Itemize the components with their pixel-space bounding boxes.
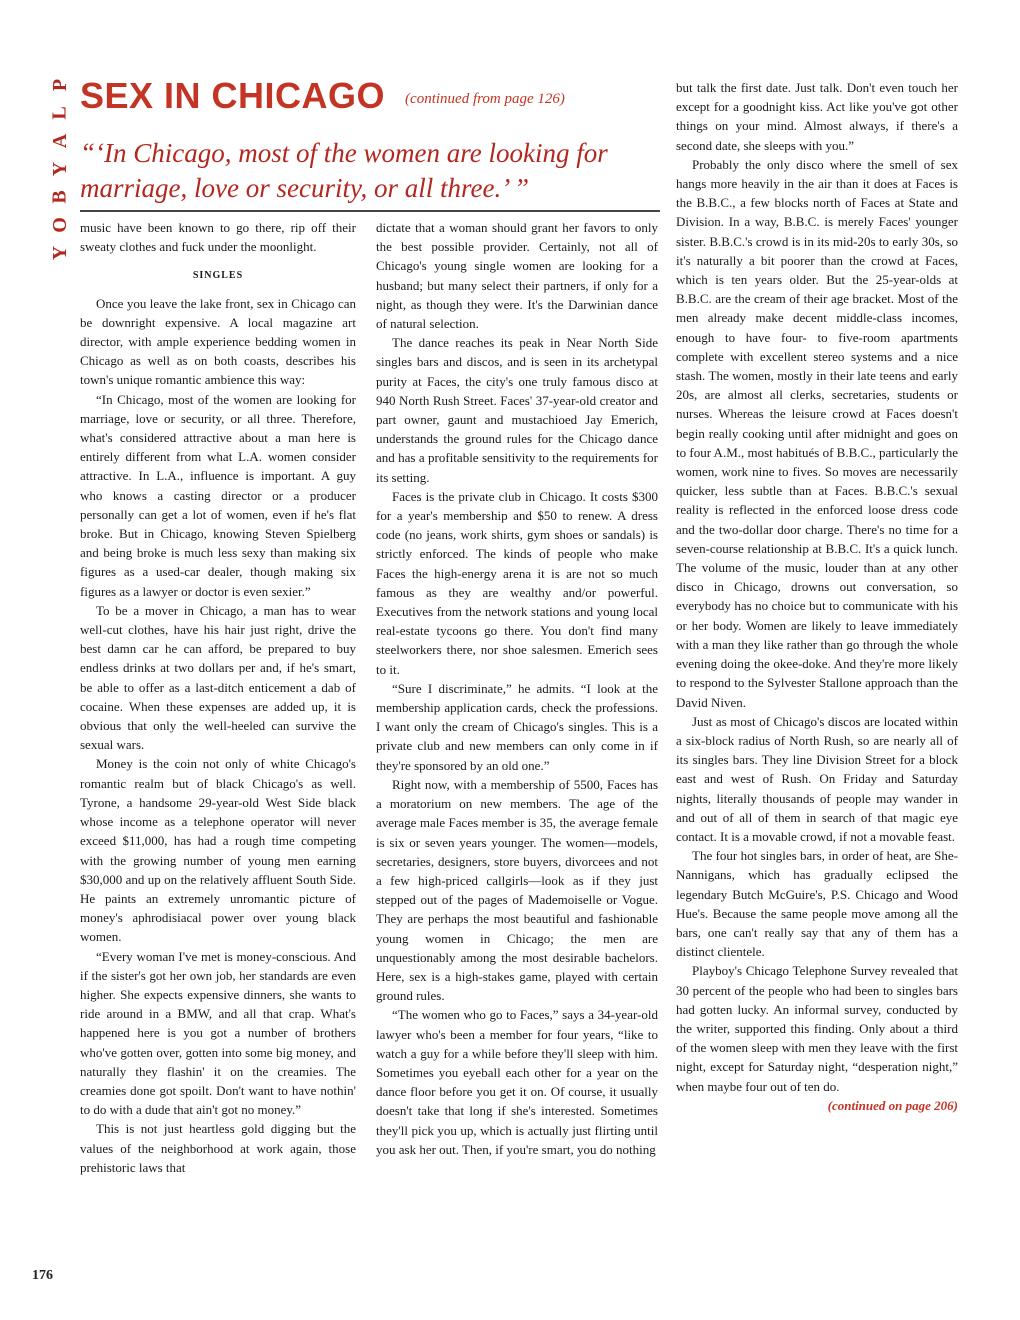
page-number: 176 [32, 1268, 53, 1283]
paragraph: Probably the only disco where the smell of sex hangs more heavily in the air than it does at Faces is the B.B.C., a few blocks north of Faces at State and Division. In a way, B.B.C. is merely Faces' younger sister. B.B.C.'s crowd is in its mid-20s to early 30s, so it's naturally a bit poorer than the crowd at Faces, which is ten years older. But the 25-year-olds at B.B.C. are the cream of their age bracket. Most of the men already make decent middle-class incomes, enough to have four- to five-room apartments complete with excellent stereo systems and a nice stash. The women, mostly in their late teens and early 20s, are almost all clerks, secretaries, students or nurses. Whereas the leisure crowd at Faces doesn't begin really cooking until after midnight and goes on to four A.M., most habitués of B.B.C., particularly the women, work nine to fives. So moves are necessarily quicker, less subtle than at Faces. B.B.C.'s sexual reality is reflected in the enforced loose dress code and the two-dollar door charge. There's no time for a seven-course relationship at B.B.C. It's a quick lunch. The volume of the music, louder than at any other disco in Chicago, drowns out conversation, so everybody has no choice but to communicate with his or her body. Women are likely to leave immediately with a man they like rather than go through the whole evening doing the okee-doke. And they're more likely to respond to the Sylvester Stallone approach than the David Niven. [676, 156, 958, 710]
paragraph: Playboy's Chicago Telephone Survey revealed that 30 percent of the people who had been to singles bars had gotten lucky. An informal survey, conducted by the writer, supported this finding. Only about a third of the women sleep with men they leave with the first night, except for Saturday night, “desperation night,” when maybe four out of ten do. [676, 963, 958, 1094]
brand-letter: P [49, 76, 71, 92]
paragraph: music have been known to go there, rip off their sweaty clothes and fuck under the moonlight. [80, 220, 356, 255]
paragraph: Once you leave the lake front, sex in Chicago can be downright expensive. A local magazine art director, with ample experience bedding women in Chicago as well as on both coasts, describes his town's unique romantic ambience this way: [80, 295, 356, 388]
paragraph: Right now, with a membership of 5500, Faces has a moratorium on new members. The age of the average male Faces member is 35, the average female is six or seven years younger. The women—models, secretaries, designers, store buyers, divorcees and not a few high-priced callgirls—look as if they just stepped out of the pages of Mademoiselle or Vogue. They are perhaps the most beautiful and fashionable young women in Chicago; the men are unquestionably among the most desirable bachelors. Here, sex is a high-stakes game, played with certain ground rules. [376, 776, 658, 1004]
continued-on-note: (continued on page 206) [827, 1097, 958, 1113]
brand-letter: B [49, 188, 71, 204]
column-1 [80, 218, 356, 1177]
paragraph: Faces is the private club in Chicago. It costs $300 for a year's membership and $50 to renew. A dress code (no jeans, work shirts, gym shoes or sandals) is strictly enforced. The kinds of people who make Faces the high-energy arena it is are not so much famous as they are wealthy and/or powerful. Executives from the network stations and young local real-estate tycoons go there. You don't find many steelworkers there, nor shoe salesmen. Emerich sees to it. [376, 488, 658, 677]
paragraph: Money is the coin not only of white Chicago's romantic realm but of black Chicago's as well. Tyrone, a handsome 29-year-old West Side black whose income as a telephone operator will never exceed $11,000, has had a rough time competing with the growing number of young men earning $30,000 and up on the relatively affluent South Side. He paints an extremely unromantic picture of money's aphrodisiacal power over young black women. [80, 756, 356, 945]
paragraph: The four hot singles bars, in order of heat, are She-Nannigans, which has gradually eclipsed the legendary Butch McGuire's, P.S. Chicago and Wood Hue's. Because the same people move among all the bars, one can't really say that any of them has a distinct clientele. [676, 848, 958, 960]
section-subhead: SINGLES [192, 270, 244, 282]
brand-letter: Y [48, 243, 71, 261]
divider-rule [80, 210, 660, 212]
article-header [80, 75, 660, 206]
column-3 [676, 78, 958, 1115]
brand-letter: O [49, 215, 71, 233]
paragraph: “Every woman I've met is money-conscious. And if the sister's got her own job, her standards are even higher. She expects expensive dinners, she wants to ride around in a BMW, and all that crap. What's happened here is you got a number of brothers who've gotten over, gotten into some big money, and naturally they flashin' it on the creamies. The creamies done got spoilt. Don't want to have nothin' to do with a dude that ain't got no money.” [80, 948, 356, 1118]
headline: SEX IN CHICAGO [80, 75, 386, 116]
paragraph: The dance reaches its peak in Near North Side singles bars and discos, and is seen in its archetypal purity at Faces, the city's one truly famous disco at 940 North Rush Street. Faces' 37-year-old creator and part owner, gaunt and mustachioed Jay Emerich, understands the ground rules for the Chicago dance and has a profitable sensitivity to the requirements for its setting. [376, 335, 658, 485]
continued-from-note: (continued from page 126) [405, 91, 565, 107]
paragraph: “Sure I discriminate,” he admits. “I look at the membership application cards, check the professions. I want only the cream of Chicago's singles. This is a private club and new members can only come in if they're sponsored by an old one.” [376, 680, 658, 773]
brand-letter: A [48, 131, 71, 149]
paragraph: dictate that a woman should grant her favors to only the best possible provider. Certainly, not all of Chicago's young single women are looking for a husband; but many select their partners, if only for a night, as though they were. It's the Darwinian dance of natural selection. [376, 220, 658, 332]
playboy-vertical-logo [44, 70, 74, 266]
brand-letter: Y [48, 159, 71, 177]
brand-letter: L [49, 104, 71, 120]
paragraph: Just as most of Chicago's discos are located within a six-block radius of North Rush, so are nearly all of its singles bars. They line Division Street for a block east and west of Rush. On Friday and Saturday nights, literally thousands of people may wander in and out of all of them in search of that magic eye contact. It is a movable crowd, if not a movable feast. [676, 713, 958, 844]
paragraph: “In Chicago, most of the women are looking for marriage, love or security, or all three. Therefore, what's considered attractive about a man here is entirely different from what L.A. women consider attractive. In L.A., influence is important. A guy who knows a casting director or a producer personally can get a lot of women, even if he's flat broke. But in Chicago, knowing Steven Spielberg and being broke is much less sexy than making six figures as a used-car dealer, though making six figures as a lawyer or doctor is even sexier.” [80, 391, 356, 599]
paragraph: but talk the first date. Just talk. Don't even touch her except for a goodnight kiss. Act like you've got other things on your mind. Almost always, if there's a second date, she sleeps with you.” [676, 80, 958, 153]
column-2 [376, 218, 658, 1159]
paragraph: This is not just heartless gold digging but the values of the neighborhood at work again, those prehistoric laws that [80, 1121, 356, 1175]
paragraph: “The women who go to Faces,” says a 34-year-old lawyer who's been a member for four years, “like to watch a guy for a while before they'll sleep with him. Sometimes you eyeball each other for a year on the dance floor before you get it on. Of course, it usually doesn't take that long if she's interested. Sometimes they'll pick you up, which is actually just flirting until you ask her out. Then, if you're smart, you do nothing [376, 1007, 658, 1157]
pull-quote: “‘In Chicago, most of the women are looking for marriage, love or security, or all three.’ ” [80, 138, 608, 204]
paragraph: To be a mover in Chicago, a man has to wear well-cut clothes, have his hair just right, drive the best damn car he can afford, be prepared to buy endless drinks at two dollars per and, if he's smart, be able to offer as a last-ditch enticement a dab of cocaine. When these expenses are added up, it is obvious that only the well-heeled can survive the sexual wars. [80, 602, 356, 753]
